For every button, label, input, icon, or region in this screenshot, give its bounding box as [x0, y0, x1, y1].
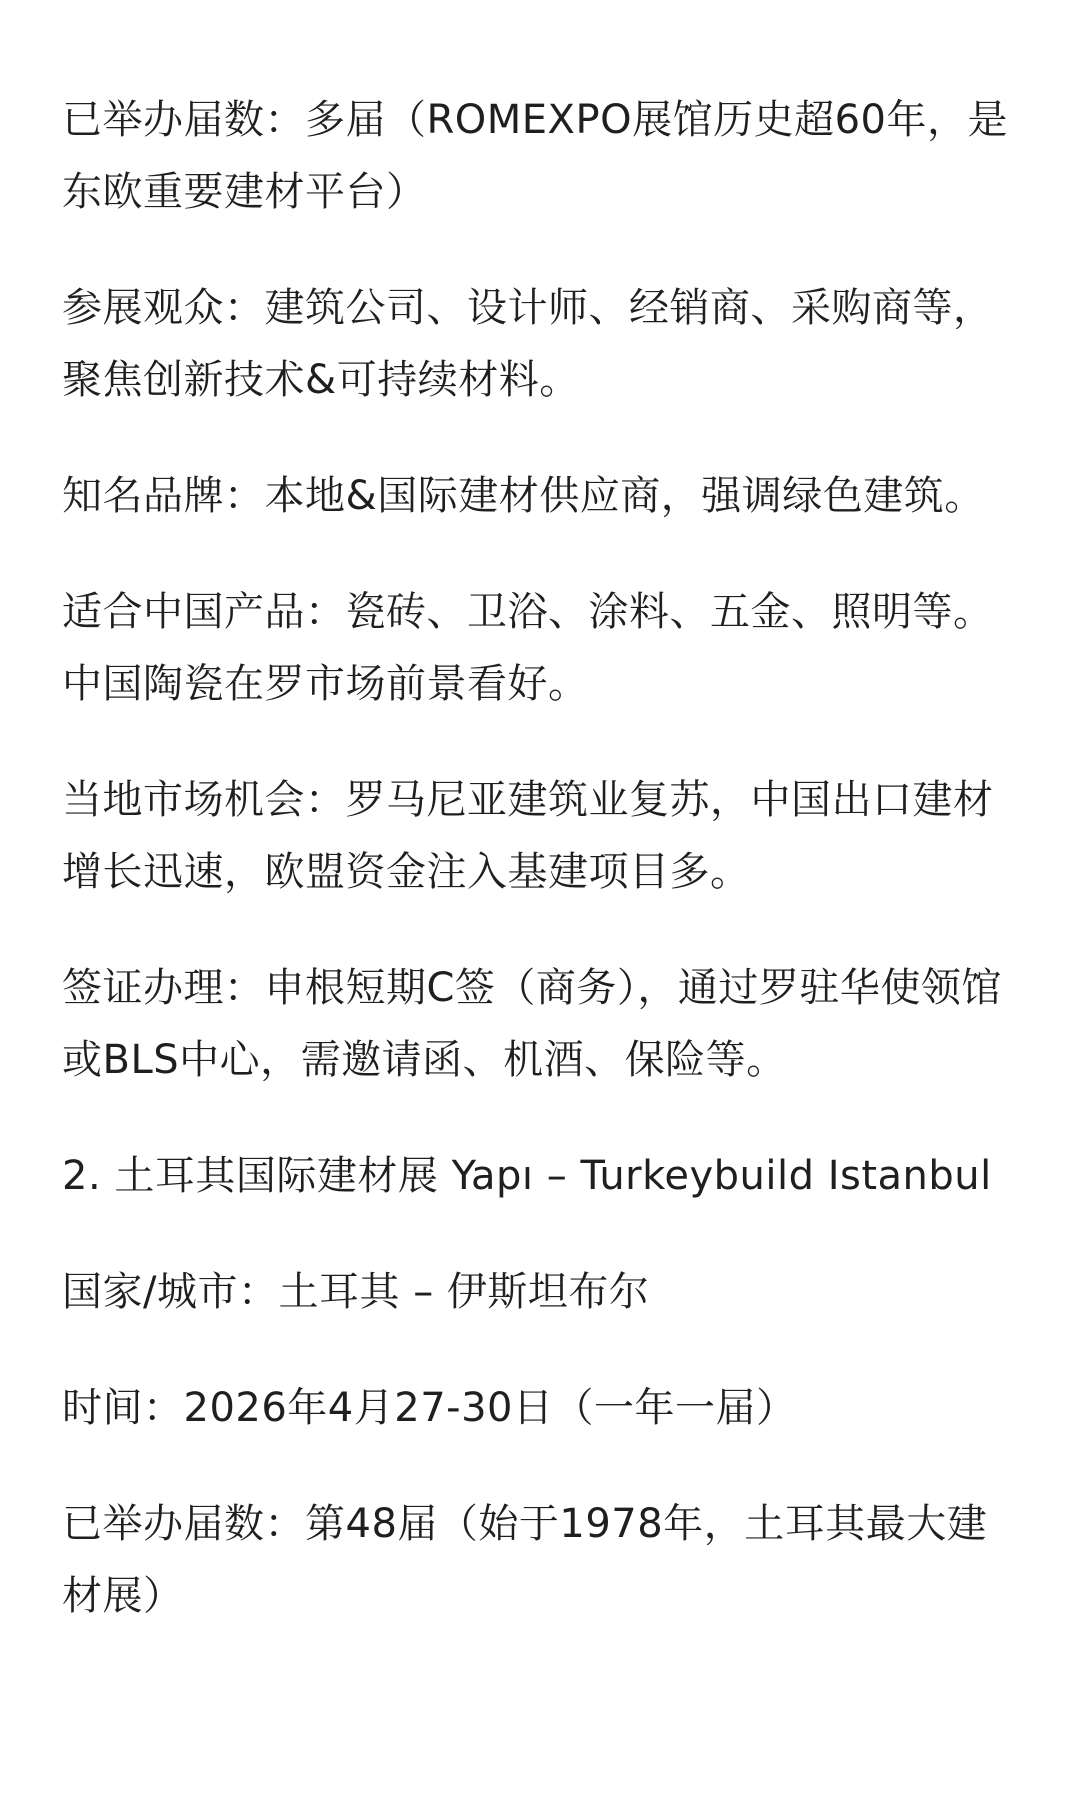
- paragraph-editions-turkeybuild: 已举办届数：第48届（始于1978年，土耳其最大建材展）: [62, 1501, 988, 1619]
- section-heading-turkeybuild: 2. 土耳其国际建材展 Yapı – Turkeybuild Istanbul: [62, 1153, 992, 1199]
- paragraph-country-city: 国家/城市：土耳其 – 伊斯坦布尔: [62, 1269, 650, 1315]
- paragraph-time: 时间：2026年4月27-30日（一年一届）: [62, 1385, 797, 1431]
- paragraph-visitors: 参展观众：建筑公司、设计师、经销商、采购商等，聚焦创新技术&可持续材料。: [62, 285, 994, 403]
- paragraph-editions-romexpo: 已举办届数：多届（ROMEXPO展馆历史超60年，是东欧重要建材平台）: [62, 97, 1008, 215]
- paragraph-brands: 知名品牌：本地&国际建材供应商，强调绿色建筑。: [62, 473, 985, 519]
- paragraph-market-opportunity: 当地市场机会：罗马尼亚建筑业复苏，中国出口建材增长迅速，欧盟资金注入基建项目多。: [62, 777, 994, 895]
- paragraph-chinese-products: 适合中国产品：瓷砖、卫浴、涂料、五金、照明等。中国陶瓷在罗市场前景看好。: [62, 589, 994, 707]
- paragraph-visa: 签证办理：申根短期C签（商务），通过罗驻华使领馆或BLS中心，需邀请函、机酒、保险等。: [62, 965, 1002, 1083]
